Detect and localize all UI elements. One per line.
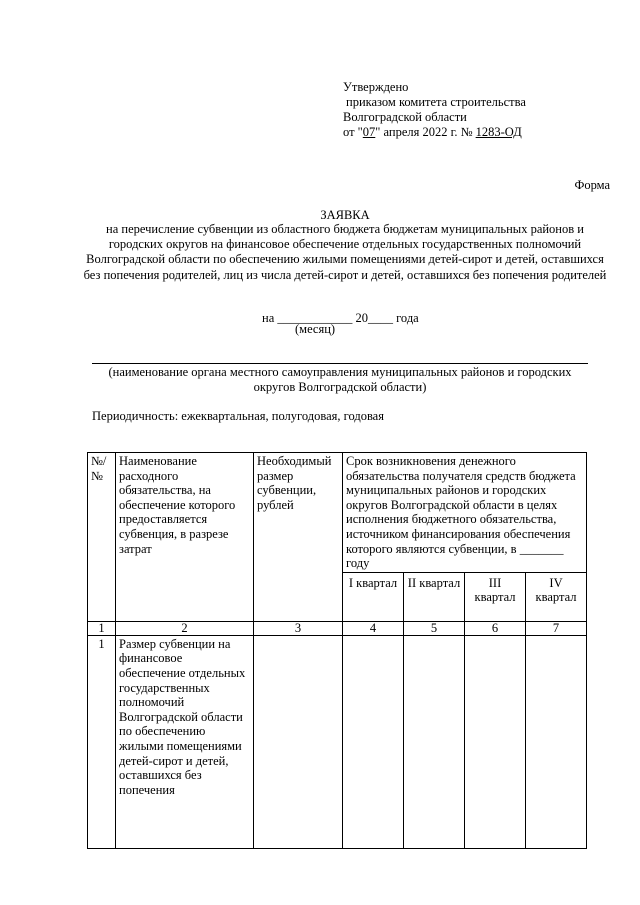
document-title: ЗАЯВКА <box>320 208 370 222</box>
approval-date-middle: " апреля 2022 г. № <box>375 125 476 139</box>
column-number-7: 7 <box>526 621 587 635</box>
org-caption: (наименование органа местного самоуправления муниципальных районов и городских округов Волгоградской области) <box>108 365 572 394</box>
column-number-2: 2 <box>116 621 254 635</box>
column-number-1: 1 <box>88 621 116 635</box>
approval-date-day: 07 <box>362 125 376 139</box>
row-quarter-2-cell[interactable] <box>404 635 465 848</box>
org-name-line <box>92 363 588 364</box>
row-quarter-4-cell[interactable] <box>526 635 587 848</box>
row-quarter-3-cell[interactable] <box>465 635 526 848</box>
approval-line-3: Волгоградской области <box>343 110 467 124</box>
table-row <box>88 635 587 848</box>
row-obligation-name: Размер субвенции на финансовое обеспечение отдельных государственных полномочий Волгоградской области по обеспечению жилыми помещениями детей-сирот и детей, оставшихся без попечения <box>116 635 254 848</box>
row-amount-cell[interactable] <box>254 635 343 848</box>
approval-block <box>343 80 623 140</box>
header-obligation-name: Наименование расходного обязательства, на обеспечение которого предоставляется субвенция, в разрезе затрат <box>116 453 254 622</box>
column-number-6: 6 <box>465 621 526 635</box>
frequency-text: Периодичность: ежеквартальная, полугодовая, годовая <box>92 409 384 423</box>
header-row <box>88 453 587 573</box>
header-period: Срок возникновения денежного обязательства получателя средств бюджета муниципальных районов и городских округов Волгоградской области в целях исполнения бюджетного обязательства, источником финансирования обеспечения которого являются субвенции, в _______ году <box>343 453 587 573</box>
column-number-5: 5 <box>404 621 465 635</box>
approval-date-prefix: от " <box>343 125 363 139</box>
form-label: Форма <box>574 178 610 192</box>
column-number-4: 4 <box>343 621 404 635</box>
quarter-4: IV квартал <box>526 572 587 621</box>
row-quarter-1-cell[interactable] <box>343 635 404 848</box>
quarter-2: II квартал <box>404 572 465 621</box>
month-caption: (месяц) <box>295 322 336 336</box>
approval-order-number: 1283-ОД <box>475 125 522 139</box>
period-line: на ____________ 20____ года <box>262 311 419 325</box>
header-amount: Необходимый размер субвенции, рублей <box>254 453 343 622</box>
column-numbers-row <box>88 621 587 635</box>
row-number: 1 <box>88 635 116 848</box>
quarter-3: III квартал <box>465 572 526 621</box>
quarter-1: I квартал <box>343 572 404 621</box>
approval-line-2: приказом комитета строительства <box>346 95 526 109</box>
column-number-3: 3 <box>254 621 343 635</box>
approval-line-1: Утверждено <box>343 80 409 94</box>
header-number: №/ № <box>88 453 116 622</box>
request-table <box>87 452 587 849</box>
approval-date-line <box>343 125 623 140</box>
document-subtitle: на перечисление субвенции из областного бюджета бюджетам муниципальных районов и городских округов на финансовое обеспечение отдельных государственных полномочий Волгоградской области по обеспечению жилыми помещениями детей-сирот и детей, оставшихся без попечения родителей, лиц из числа детей-сирот и детей, оставшихся без попечения родителей <box>83 222 607 282</box>
